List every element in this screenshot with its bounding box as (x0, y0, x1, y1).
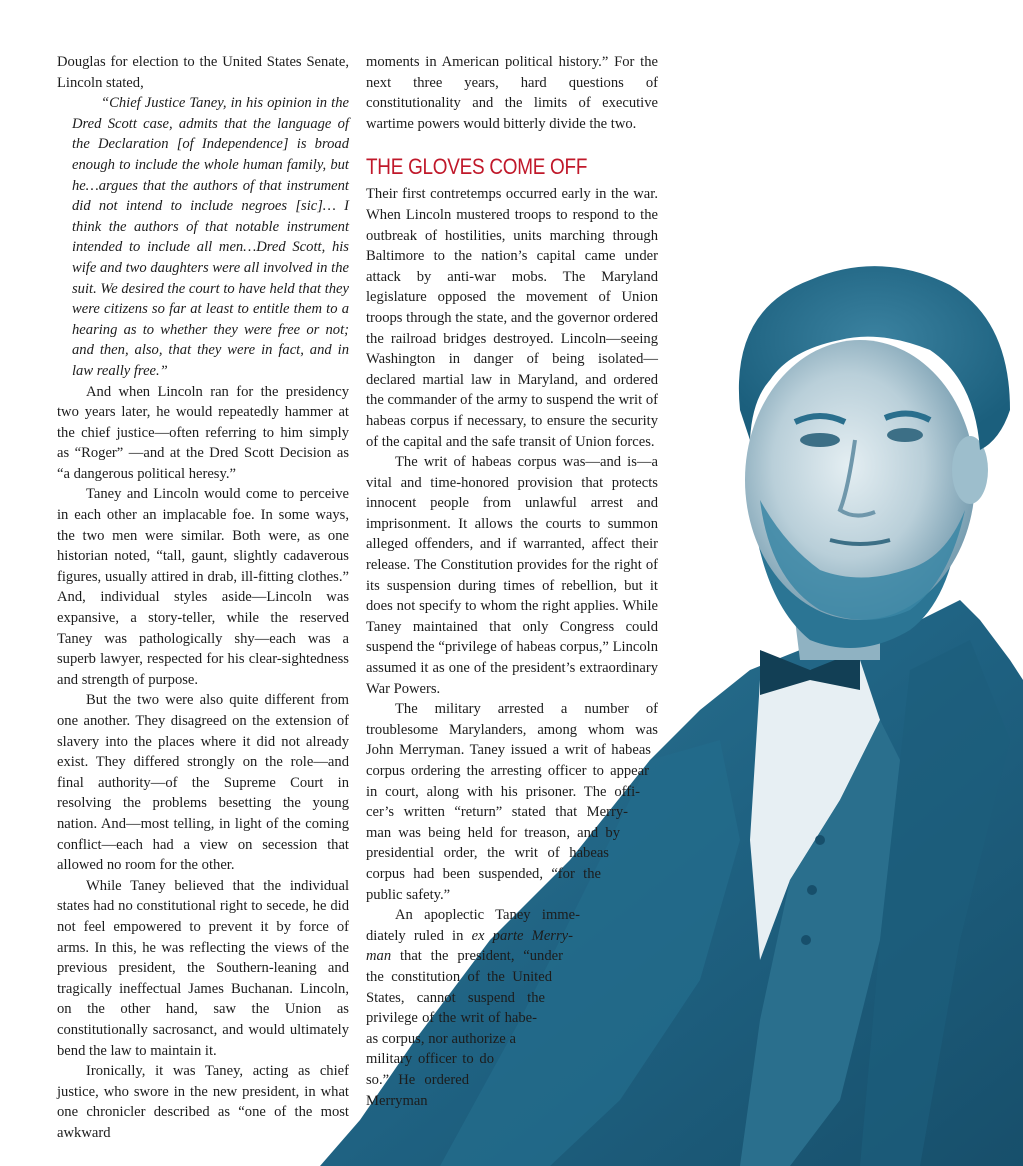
lincoln-quote: “Chief Justice Taney, in his opinion in the Dred Scott case, admits that the language of the Declaration [of Independence] is broad enough to include the whole human family, but he…argues that the authors of that instrument did not intend to include negroes [sic]… I think the authors of that notable instrument intended to include all men…Dred Scott, his wife and two daughters were all involved in the suit. We desired the court to have held that they were citizens so far at least to entitle them to a hearing as to whether they were free or not; and then, also, that they were in fact, and in law really free.” (72, 95, 349, 379)
paragraph: Taney and Lincoln would come to perceive in each other an implacable foe. In some ways, the two men were similar. Both were, as one historian noted, “tall, gaunt, slightly cadaverous figures, usually attired in drab, ill-fitting clothes.” And, individual styles aside—Lincoln was expansive, a story-teller, while the reserved Taney was pathologically shy—each was a superb lawyer, respected for his clear-sightedness and strength of purpose. (57, 486, 349, 688)
paragraph: moments in American political history.” For the next three years, hard questions of constitutionality and the limits of executive wartime powers would bitterly divide the two. (366, 54, 658, 132)
right-column (366, 52, 658, 1111)
paragraph: Their first contretemps occurred early in the war. When Lincoln mustered troops to respond to the outbreak of hostilities, units marching through Baltimore to the nation’s capital came under attack by anti-war mobs. The Maryland legislature opposed the movement of Union troops through the state, and the governor ordered the railroad bridges destroyed. Lincoln—seeing Washington in danger of being isolated—declared martial law in Maryland, and ordered the commander of the army to suspend the writ of habeas corpus if necessary, to ensure the security of the capital and the safe transit of Union forces. (366, 186, 658, 450)
paragraph: An apoplectic Taney imme- diately ruled in ex parte Merry- man that the president, “under the constitution of the United States, cannot suspend the privilege of the writ of habe- as corpus, nor authorize a military officer to do so.” He ordered Merryman (366, 907, 580, 1109)
paragraph: The military arrested a number of troublesome Marylanders, among whom was John Merryman. Taney issued a writ of habeas corpus ordering the arresting officer to appear in court, along with his prisoner. The offi- cer’s written “return” stated that Merry- man was being held for treason, and by presidential order, the writ of habeas corpus had been suspended, “for the public safety.” (366, 701, 658, 903)
intro-paragraph: Douglas for election to the United States Senate, Lincoln stated, (57, 54, 349, 91)
paragraph: But the two were also quite different from one another. They disagreed on the extension of slavery into the places where it did not already exist. They differed strongly on the role—and final authority—of the Supreme Court in resolving the problems besetting the young nation. And—most telling, in light of the coming conflict—each had a view on secession that allowed no room for the other. (57, 692, 349, 874)
paragraph: The writ of habeas corpus was—and is—a vital and time-honored provision that protects innocent people from unlawful arrest and imprisonment. It allows the courts to summon alleged offenders, and if warranted, affect their release. The Constitution provides for the right of its suspension during times of rebellion, but it does not specify to whom the right applies. While Taney maintained that only Congress could suspend the “privilege of habeas corpus,” Lincoln assumed it as one of the president’s extraordinary War Powers. (366, 454, 658, 697)
paragraph: And when Lincoln ran for the presidency two years later, he would repeatedly hammer at the chief justice—often referring to him simply as “Roger” —and at the Dred Scott Decision as “a dangerous political heresy.” (57, 383, 349, 482)
paragraph: Ironically, it was Taney, acting as chief justice, who swore in the new president, in what one chronicler described as “one of the most awkward (57, 1063, 349, 1141)
paragraph: While Taney believed that the individual states had no constitutional right to secede, he did not feel empowered to prevent it by force of arms. In this, he was reflecting the views of the previous president, the Southern-leaning and tragically ineffectual James Buchanan. Lincoln, on the other hand, saw the Union as constitutionally sacrosanct, and would ultimately bend the law to maintain it. (57, 877, 349, 1059)
section-heading: THE GLOVES COME OFF (366, 154, 588, 180)
left-column (57, 52, 349, 1143)
